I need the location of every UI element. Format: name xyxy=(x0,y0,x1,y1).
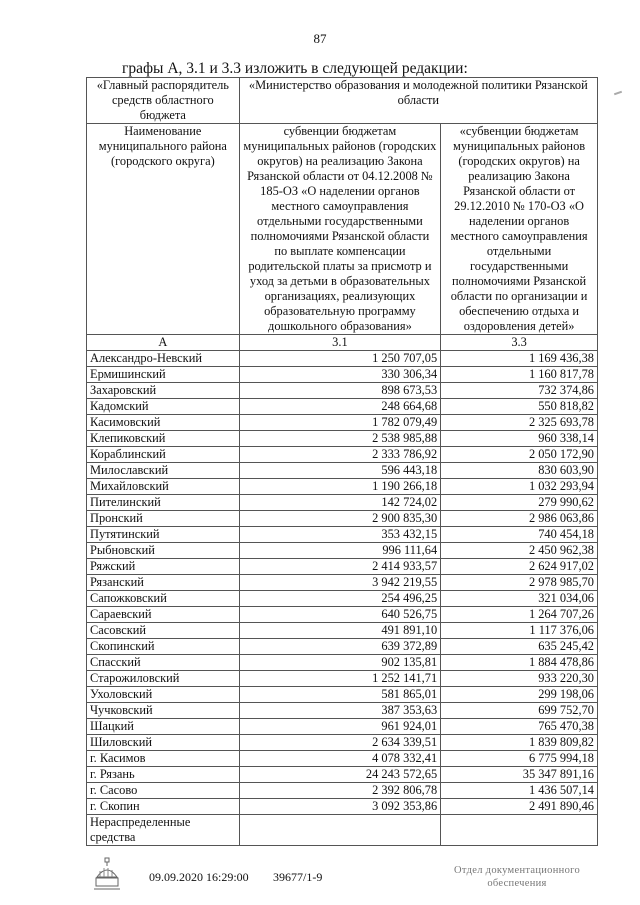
table-row xyxy=(87,367,598,383)
value-3-1: 596 443,18 xyxy=(239,463,440,479)
value-3-1: 961 924,01 xyxy=(239,719,440,735)
table-row xyxy=(87,751,598,767)
table-row xyxy=(87,559,598,575)
header-row-columns xyxy=(87,124,598,335)
value-3-1: 2 634 339,51 xyxy=(239,735,440,751)
value-3-3: 765 470,38 xyxy=(441,719,598,735)
table-row xyxy=(87,431,598,447)
district-name: Кадомский xyxy=(87,399,240,415)
value-3-3: 1 436 507,14 xyxy=(441,783,598,799)
value-3-3: 699 752,70 xyxy=(441,703,598,719)
table-row xyxy=(87,719,598,735)
district-name: Спасский xyxy=(87,655,240,671)
main-manager-label: «Главный распорядитель средств областного бюджета xyxy=(87,78,240,124)
value-3-3: 35 347 891,16 xyxy=(441,767,598,783)
value-3-1: 996 111,64 xyxy=(239,543,440,559)
district-name: Сапожковский xyxy=(87,591,240,607)
table-row xyxy=(87,527,598,543)
value-3-1: 639 372,89 xyxy=(239,639,440,655)
district-name: Сараевский xyxy=(87,607,240,623)
district-name: Пителинский xyxy=(87,495,240,511)
district-name: Ермишинский xyxy=(87,367,240,383)
district-name: Ряжский xyxy=(87,559,240,575)
value-3-1: 142 724,02 xyxy=(239,495,440,511)
table-row-unallocated xyxy=(87,815,598,846)
col-a-index: А xyxy=(87,335,240,351)
district-name: Пронский xyxy=(87,511,240,527)
value-3-3: 2 491 890,46 xyxy=(441,799,598,815)
value-3-3: 550 818,82 xyxy=(441,399,598,415)
value-3-1: 2 333 786,92 xyxy=(239,447,440,463)
value-3-3: 1 169 436,38 xyxy=(441,351,598,367)
table-row xyxy=(87,479,598,495)
district-name: Скопинский xyxy=(87,639,240,655)
value-3-3: 2 050 172,90 xyxy=(441,447,598,463)
value-3-3: 299 198,06 xyxy=(441,687,598,703)
value-3-3: 740 454,18 xyxy=(441,527,598,543)
value-3-3: 1 160 817,78 xyxy=(441,367,598,383)
value-3-1: 902 135,81 xyxy=(239,655,440,671)
col-3-3-header: «субвенции бюджетам муниципальных районов (городских округов) на реализацию Закона Рязанской области от 29.12.2010 № 170-ОЗ «О наделении органов местного самоуправления отдельными государственными полномочиями Рязанской области по организации и обеспечению отдыха и оздоровления детей» xyxy=(441,124,598,335)
value-3-1: 24 243 572,65 xyxy=(239,767,440,783)
table-row xyxy=(87,671,598,687)
table-row xyxy=(87,655,598,671)
scan-mark xyxy=(614,91,622,96)
table-row xyxy=(87,767,598,783)
value-3-1: 2 538 985,88 xyxy=(239,431,440,447)
district-name: Сасовский xyxy=(87,623,240,639)
district-name: г. Скопин xyxy=(87,799,240,815)
subsidy-table xyxy=(86,77,598,846)
table-row xyxy=(87,607,598,623)
value-3-3: 2 986 063,86 xyxy=(441,511,598,527)
table-row xyxy=(87,639,598,655)
value-3-1: 1 782 079,49 xyxy=(239,415,440,431)
value-3-3: 1 032 293,94 xyxy=(441,479,598,495)
value-3-1: 2 392 806,78 xyxy=(239,783,440,799)
value-3-3: 830 603,90 xyxy=(441,463,598,479)
table-row xyxy=(87,351,598,367)
value-3-3: 321 034,06 xyxy=(441,591,598,607)
district-name: Кораблинский xyxy=(87,447,240,463)
district-name: Михайловский xyxy=(87,479,240,495)
value-3-1: 248 664,68 xyxy=(239,399,440,415)
value-3-3: 2 450 962,38 xyxy=(441,543,598,559)
district-name: Ухоловский xyxy=(87,687,240,703)
district-name: Клепиковский xyxy=(87,431,240,447)
header-row-manager xyxy=(87,78,598,124)
district-name: г. Сасово xyxy=(87,783,240,799)
col-3-1-index: 3.1 xyxy=(239,335,440,351)
table-row xyxy=(87,383,598,399)
district-name: Рыбновский xyxy=(87,543,240,559)
table-row xyxy=(87,399,598,415)
value-3-1: 898 673,53 xyxy=(239,383,440,399)
district-name: Путятинский xyxy=(87,527,240,543)
district-name: Нераспределенные средства xyxy=(87,815,240,846)
value-3-1: 1 190 266,18 xyxy=(239,479,440,495)
table-row xyxy=(87,799,598,815)
value-3-1: 581 865,01 xyxy=(239,687,440,703)
value-3-3: 2 325 693,78 xyxy=(441,415,598,431)
table-row xyxy=(87,687,598,703)
table-row xyxy=(87,623,598,639)
col-3-1-header: субвенции бюджетам муниципальных районов (городских округов) на реализацию Закона Рязанской области от 04.12.2008 № 185-ОЗ «О наделении органов местного самоуправления отдельными государственными полномочиями Рязанской области по выплате компенсации родительской платы за присмотр и уход за детьми в образовательных организациях, реализующих образовательную программу дошкольного образования» xyxy=(239,124,440,335)
value-3-3: 6 775 994,18 xyxy=(441,751,598,767)
value-3-1: 2 414 933,57 xyxy=(239,559,440,575)
value-3-1: 2 900 835,30 xyxy=(239,511,440,527)
value-3-3: 732 374,86 xyxy=(441,383,598,399)
value-3-1: 1 252 141,71 xyxy=(239,671,440,687)
value-3-1: 353 432,15 xyxy=(239,527,440,543)
value-3-3: 635 245,42 xyxy=(441,639,598,655)
value-3-3 xyxy=(441,815,598,846)
value-3-1: 3 092 353,86 xyxy=(239,799,440,815)
value-3-3: 2 978 985,70 xyxy=(441,575,598,591)
header-row-index xyxy=(87,335,598,351)
district-name: Александро-Невский xyxy=(87,351,240,367)
department-stamp: Отдел документационного обеспечения xyxy=(453,865,581,889)
district-name: Милославский xyxy=(87,463,240,479)
table-row xyxy=(87,447,598,463)
district-name: Захаровский xyxy=(87,383,240,399)
col-3-3-index: 3.3 xyxy=(441,335,598,351)
value-3-3: 960 338,14 xyxy=(441,431,598,447)
table-row xyxy=(87,591,598,607)
table-row xyxy=(87,495,598,511)
value-3-3: 1 264 707,26 xyxy=(441,607,598,623)
table-row xyxy=(87,511,598,527)
value-3-1: 3 942 219,55 xyxy=(239,575,440,591)
table-row xyxy=(87,463,598,479)
value-3-3: 279 990,62 xyxy=(441,495,598,511)
main-manager-value: «Министерство образования и молодежной политики Рязанской области xyxy=(239,78,597,124)
table-row xyxy=(87,543,598,559)
value-3-1: 330 306,34 xyxy=(239,367,440,383)
value-3-3: 1 839 809,82 xyxy=(441,735,598,751)
value-3-3: 933 220,30 xyxy=(441,671,598,687)
table-row xyxy=(87,575,598,591)
district-name: г. Касимов xyxy=(87,751,240,767)
value-3-1: 640 526,75 xyxy=(239,607,440,623)
district-name: Чучковский xyxy=(87,703,240,719)
district-name: Шацкий xyxy=(87,719,240,735)
intro-text: графы А, 3.1 и 3.3 изложить в следующей редакции: xyxy=(122,60,468,77)
value-3-1: 387 353,63 xyxy=(239,703,440,719)
value-3-1: 1 250 707,05 xyxy=(239,351,440,367)
value-3-1: 254 496,25 xyxy=(239,591,440,607)
district-name: Старожиловский xyxy=(87,671,240,687)
district-name: Шиловский xyxy=(87,735,240,751)
table-row xyxy=(87,783,598,799)
value-3-1: 491 891,10 xyxy=(239,623,440,639)
page-number: 87 xyxy=(313,31,327,46)
district-name: Рязанский xyxy=(87,575,240,591)
value-3-3: 1 884 478,86 xyxy=(441,655,598,671)
value-3-1 xyxy=(239,815,440,846)
value-3-3: 2 624 917,02 xyxy=(441,559,598,575)
duma-building-icon xyxy=(92,857,122,897)
table-row xyxy=(87,415,598,431)
col-a-header: Наименование муниципального района (городского округа) xyxy=(87,124,240,335)
footer xyxy=(0,855,640,905)
value-3-3: 1 117 376,06 xyxy=(441,623,598,639)
stamp-doc-number: 39677/1-9 xyxy=(273,870,323,884)
district-name: г. Рязань xyxy=(87,767,240,783)
table-row xyxy=(87,703,598,719)
district-name: Касимовский xyxy=(87,415,240,431)
value-3-1: 4 078 332,41 xyxy=(239,751,440,767)
table-row xyxy=(87,735,598,751)
stamp-date: 09.09.2020 16:29:00 xyxy=(149,870,249,884)
